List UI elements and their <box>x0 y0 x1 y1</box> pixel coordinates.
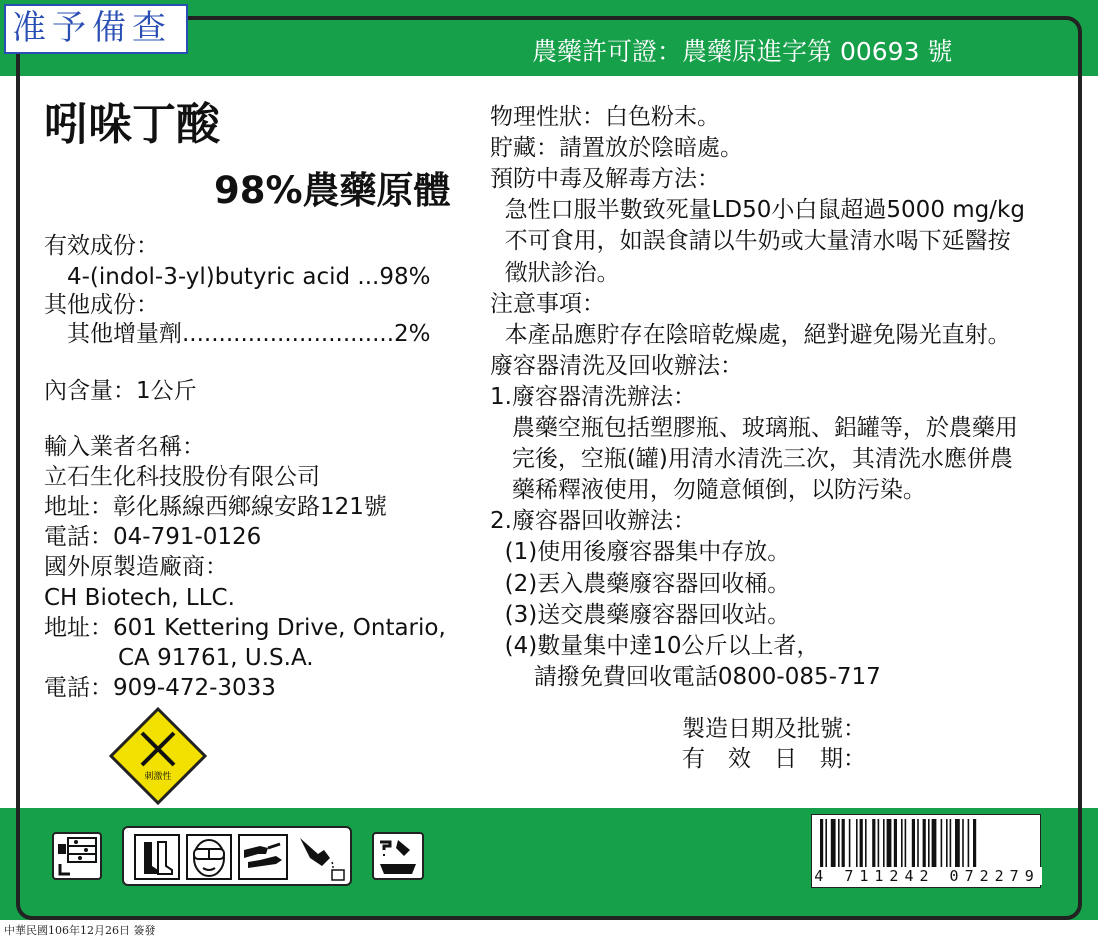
other-ingredient-line: 其他增量劑.............................2% <box>67 321 431 347</box>
instruction-line: 1.廢容器清洗辦法： <box>490 384 696 410</box>
approval-stamp: 准予備查 <box>4 4 188 54</box>
manufacturer-address-line2: CA 91761, U.S.A. <box>118 645 314 671</box>
boots-icon <box>134 834 180 880</box>
manufacturer-label: 國外原製造廠商： <box>44 554 228 580</box>
hazard-text: 刺激性 <box>144 772 172 782</box>
instruction-line: 完後，空瓶(罐)用清水清洗三次，其清洗水應併農 <box>490 446 1013 472</box>
storage-icon <box>52 832 102 880</box>
importer-phone: 電話：04-791-0126 <box>44 524 262 550</box>
instruction-line: 不可食用，如誤食請以牛奶或大量清水喝下延醫按 <box>490 228 1011 254</box>
gloved-hand-pour-icon <box>296 832 350 882</box>
importer-name: 立石生化科技股份有限公司 <box>44 464 320 490</box>
instruction-line: 預防中毒及解毒方法： <box>490 166 720 192</box>
instruction-line: 貯藏：請置放於陰暗處。 <box>490 135 743 161</box>
instruction-line: (2)丟入農藥廢容器回收桶。 <box>490 571 791 597</box>
instruction-line: 急性口服半數致死量LD50小白鼠超過5000 mg/kg <box>490 197 1025 223</box>
ppe-icon-group <box>122 826 352 886</box>
net-content: 內含量：1公斤 <box>44 378 197 404</box>
issue-date-note: 中華民國106年12月26日 簽發 <box>4 924 156 937</box>
importer-label: 輸入業者名稱： <box>44 434 205 460</box>
importer-address: 地址：彰化縣線西鄉線安路121號 <box>44 494 387 520</box>
barcode <box>811 814 1041 888</box>
instruction-line: 2.廢容器回收辦法： <box>490 508 696 534</box>
gloves-icon <box>238 834 288 880</box>
hazard-irritant-icon <box>109 707 207 805</box>
instruction-line: 農藥空瓶包括塑膠瓶、玻璃瓶、鋁罐等，於農藥用 <box>490 415 1018 441</box>
manufacturer-address-line1: 地址：601 Kettering Drive, Ontario, <box>44 615 446 641</box>
product-concentration: 98%農藥原體 <box>214 169 451 212</box>
active-ingredient-line: 4-(indol-3-yl)butyric acid ...98% <box>67 264 431 290</box>
instruction-line: (4)數量集中達10公斤以上者， <box>490 633 820 659</box>
expiry-date-label: 有 效 日 期： <box>682 746 866 772</box>
manufacturer-phone: 電話：909-472-3033 <box>44 675 276 701</box>
manufacture-date-label: 製造日期及批號： <box>682 716 866 742</box>
instruction-line: 物理性狀：白色粉末。 <box>490 104 720 130</box>
instruction-line: 本產品應貯存在陰暗乾燥處，絕對避免陽光直射。 <box>490 322 1011 348</box>
instruction-line: 廢容器清洗及回收辦法： <box>490 353 743 379</box>
instruction-line: (1)使用後廢容器集中存放。 <box>490 539 791 565</box>
instruction-line: 注意事項： <box>490 291 605 317</box>
wash-hands-icon <box>372 832 424 880</box>
instruction-line: 徵狀診治。 <box>490 260 620 286</box>
instruction-line: 請撥免費回收電話0800-085-717 <box>490 664 881 690</box>
product-name: 吲哚丁酸 <box>44 99 220 150</box>
instruction-line: (3)送交農藥廢容器回收站。 <box>490 602 791 628</box>
goggles-icon <box>186 834 232 880</box>
barcode-bars <box>812 815 1042 871</box>
active-ingredient-label: 有效成份： <box>44 233 159 259</box>
permit-number: 農藥許可證：農藥原進字第 00693 號 <box>532 37 953 66</box>
other-ingredient-label: 其他成份： <box>44 292 159 318</box>
manufacturer-name: CH Biotech, LLC. <box>44 585 235 611</box>
instruction-line: 藥稀釋液使用，勿隨意傾倒，以防污染。 <box>490 477 926 503</box>
barcode-digits: 4 711242 072279 <box>812 867 1042 885</box>
